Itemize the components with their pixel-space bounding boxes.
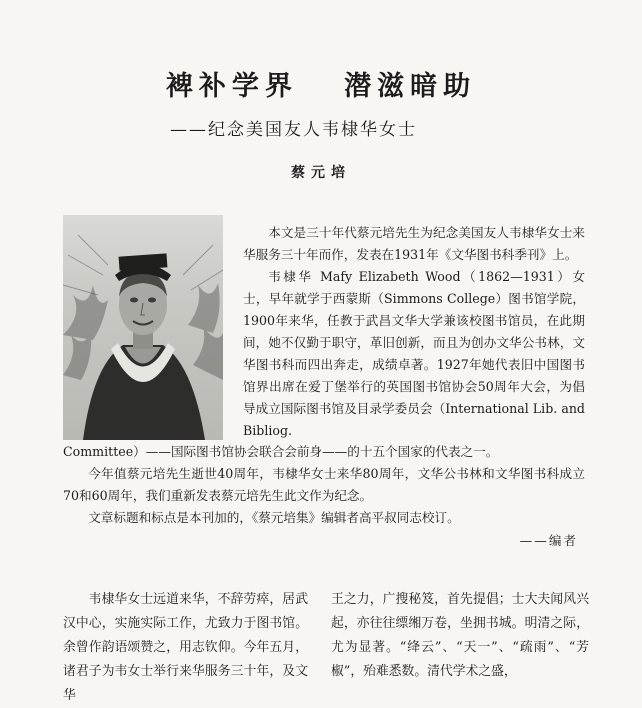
intro-paragraph-4: 文章标题和标点是本刊加的，《蔡元培集》编辑者高平叔同志校订。: [88, 510, 460, 525]
intro-column: [243, 222, 585, 442]
editor-signoff: ——编者: [519, 533, 578, 548]
body-right-paragraph: 王之力，广搜秘笈，首先提倡；士大夫闻风兴起，亦往往缥缃万卷，坐拥书城。明清之际，尤为显著。“绛云”、“天一”、“疏雨”、“芳椒”，殆难悉数。清代学术之盛，: [331, 592, 589, 679]
body-left-paragraph: 韦棣华女士远道来华，不辞劳瘁，居武汉中心，实施实际工作，尤致力于图书馆。余曾作韵语颂赞之，用志钦仰。今年五月，诸君子为韦女士举行来华服务三十年，及文华: [63, 592, 308, 703]
article-subtitle: ——纪念美国友人韦棣华女士: [170, 120, 417, 140]
body-left-column: [63, 588, 308, 708]
body-right-column: [331, 588, 589, 684]
portrait-photo: [63, 215, 223, 440]
intro-paragraph-1: 本文是三十年代蔡元培先生为纪念美国友人韦棣华女士来华服务三十年而作，发表在1931年《文华图书科季刊》上。: [243, 225, 585, 262]
article-author: 蔡元培: [291, 165, 351, 181]
intro-paragraph-2: 韦棣华 Mafy Elizabeth Wood（1862—1931）女士，早年就学于西蒙斯（Simmons College）图书馆学院，1900年来华，任教于武昌文华大学兼该校图书馆员，在此期间，她不仅勤于职守，革旧创新，而且为创办文华公书林，文华图书科而四出奔走，成绩卓著。1927年她代表旧中国图书馆界出席在爱丁堡举行的英国图书馆协会50周年大会，为倡导成立国际图书馆及目录学委员会（International Lib. and Bibliog.: [243, 269, 585, 438]
intro-continuation: Committee）——国际图书馆协会联合会前身——的十五个国家的代表之一。: [63, 444, 499, 459]
portrait-photo-icon: [63, 215, 223, 440]
intro-lower-block: [63, 441, 585, 529]
article-title: 裨补学界 潜滋暗助: [165, 71, 477, 102]
intro-paragraph-3: 今年值蔡元培先生逝世40周年，韦棣华女士来华80周年，文华公书林和文华图书科成立70和60周年，我们重新发表蔡元培先生此文作为纪念。: [63, 466, 585, 503]
